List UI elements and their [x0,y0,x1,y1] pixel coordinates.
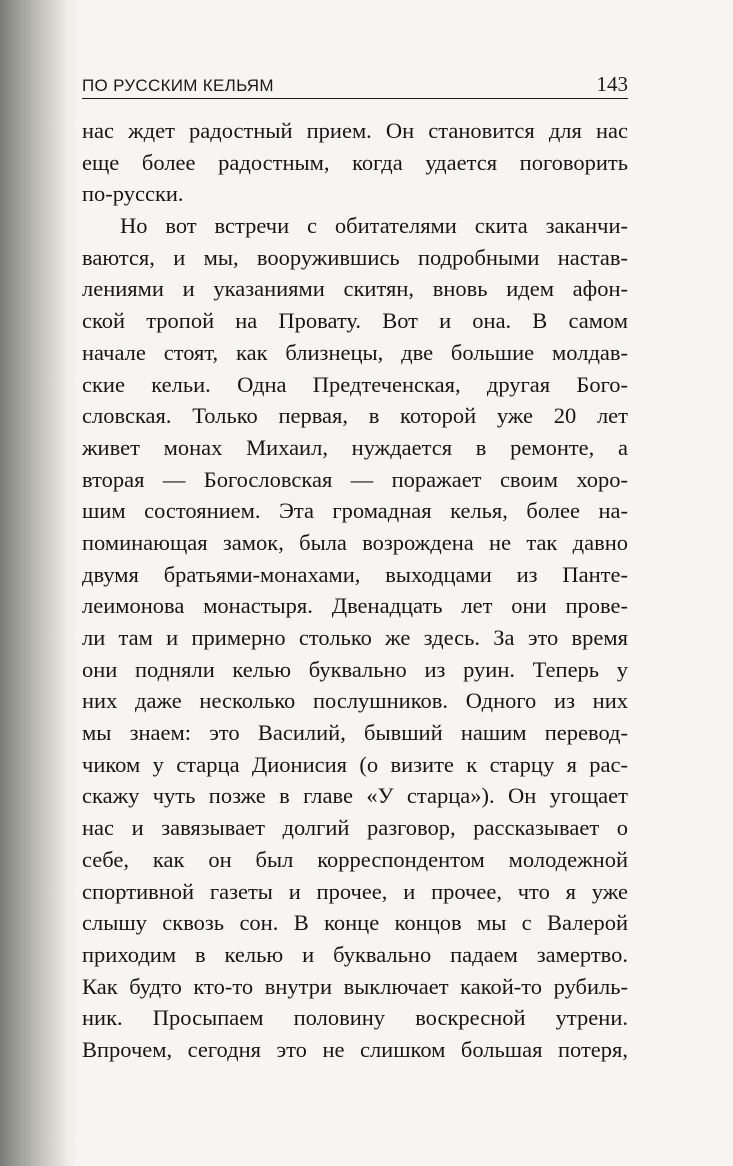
page-header [82,72,628,99]
text-line: ник. Просыпаем половину воскресной утрени. [82,1005,628,1031]
text-line: слышу сквозь сон. В конце концов мы с Валерой [82,910,628,936]
text-line: живет монах Михаил, нуждается в ремонте, а [82,434,628,460]
text-line: чиком у старца Дионисия (о визите к старцу я рас- [82,751,628,777]
text-line: они подняли келью буквально из руин. Теперь у [82,656,628,682]
text-line: поминающая замок, была возрождена не так давно [82,529,628,555]
text-line: ваются, и мы, вооружившись подробными настав- [82,244,628,270]
text-line: начале стоят, как близнецы, две большие молдав- [82,339,628,365]
text-line: леимонова монастыря. Двенадцать лет они прове- [82,593,628,619]
text-line: приходим в келью и буквально падаем замертво. [82,941,628,967]
binding-shadow [0,0,78,1166]
body-text [82,115,628,1066]
text-line: шим состоянием. Эта громадная келья, более на- [82,498,628,524]
text-line: словская. Только первая, в которой уже 20 лет [82,403,628,429]
text-line: лениями и указаниями скитян, вновь идем афон- [82,276,628,302]
running-title: ПО РУССКИМ КЕЛЬЯМ [82,76,274,95]
text-line: ли там и примерно столько же здесь. За это время [82,625,628,650]
text-line: мы знаем: это Василий, бывший нашим перевод- [82,720,628,746]
text-line: нас и завязывает долгий разговор, рассказывает о [82,815,628,841]
text-line: вторая — Богословская — поражает своим хоро- [82,466,628,492]
text-line: ские кельи. Одна Предтеченская, другая Бого- [82,371,628,397]
text-line: спортивной газеты и прочее, и прочее, что я уже [82,878,628,904]
text-line: двумя братьями-монахами, выходцами из Панте- [82,561,628,587]
book-page [82,0,710,1166]
text-line: скажу чуть позже в главе «У старца»). Он угощает [82,783,628,809]
text-line: ской тропой на Провату. Вот и она. В самом [82,308,628,334]
text-line: по-русски. [82,181,184,207]
text-line: себе, как он был корреспондентом молодежной [82,846,628,872]
text-line: Но вот встречи с обитателями скита заканчи- [120,213,628,239]
text-line: Впрочем, сегодня это не слишком большая потеря, [82,1036,628,1062]
text-line: нас ждет радостный прием. Он становится для нас [82,118,628,143]
text-line: еще более радостным, когда удается поговорить [82,149,628,175]
text-line: Как будто кто-то внутри выключает какой-то рубиль- [82,973,628,999]
page-number: 143 [596,72,628,96]
text-line: них даже несколько послушников. Одного из них [82,688,628,714]
